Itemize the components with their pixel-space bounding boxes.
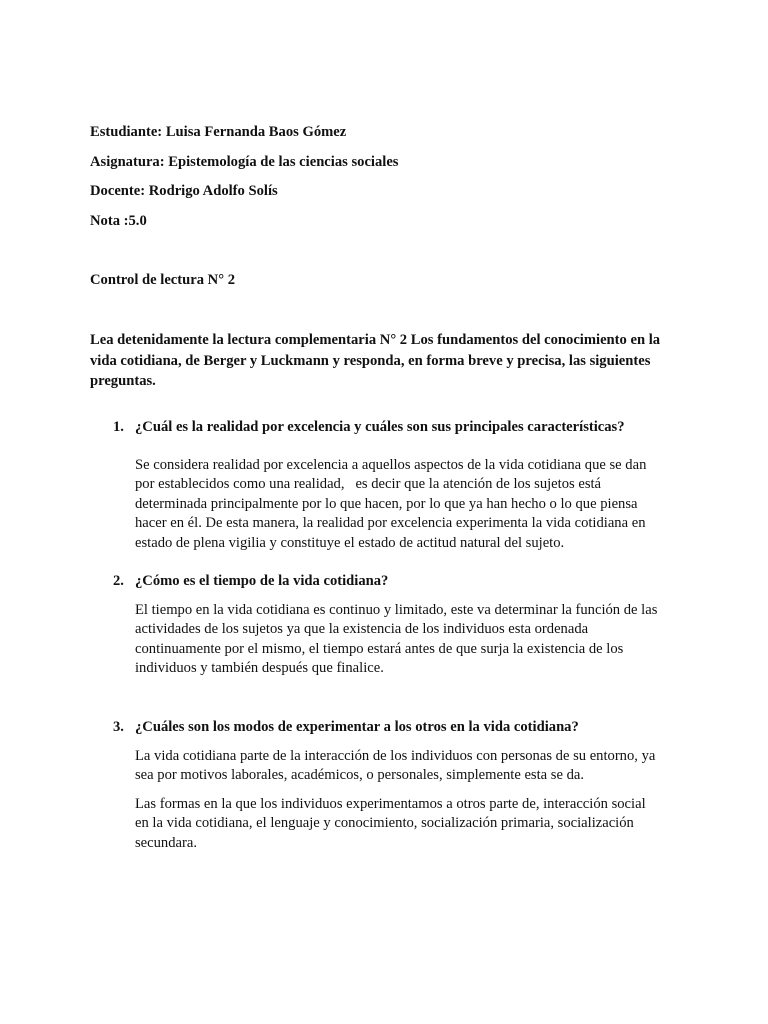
answer-line: estado de plena vigilia y constituye el estado de actitud natural del sujeto. xyxy=(135,534,565,551)
instruction-paragraph xyxy=(90,330,690,392)
answer-line: actividades de los sujetos ya que la existencia de los individuos esta ordenada xyxy=(135,621,589,638)
instruction-line: preguntas. xyxy=(90,373,156,389)
answer-line: sea por motivos laborales, académicos, o personales, simplemente esta se da. xyxy=(135,767,585,784)
answer-line: secundara. xyxy=(135,834,197,851)
answer-line: hacer en él. De esta manera, la realidad por excelencia experimenta la vida cotidiana en xyxy=(135,515,646,532)
question-text: ¿Cuáles son los modos de experimentar a los otros en la vida cotidiana? xyxy=(135,719,579,735)
question-number: 1. xyxy=(113,419,124,435)
answer-line: por establecidos como una realidad, es decir que la atención de los sujetos está xyxy=(135,476,602,493)
answer-line: Las formas en la que los individuos experimentamos a otros parte de, interacción social xyxy=(135,796,646,812)
student-line: Estudiante: Luisa Fernanda Baos Gómez xyxy=(90,124,347,140)
question-number: 3. xyxy=(113,719,124,735)
grade-line: Nota :5.0 xyxy=(90,213,147,229)
answer-paragraph xyxy=(135,747,695,786)
teacher-line: Docente: Rodrigo Adolfo Solís xyxy=(90,183,278,199)
answer-line: individuos y también después que finalice. xyxy=(135,660,384,677)
answer-paragraph xyxy=(135,601,695,679)
document-title: Control de lectura N° 2 xyxy=(90,272,235,288)
question-text: ¿Cuál es la realidad por excelencia y cuáles son sus principales características? xyxy=(135,419,625,435)
answer-line: La vida cotidiana parte de la interacción de los individuos con personas de su entorno, ya xyxy=(135,748,656,764)
subject-line: Asignatura: Epistemología de las ciencias sociales xyxy=(90,154,399,170)
instruction-line: Lea detenidamente la lectura complementaria N° 2 Los fundamentos del conocimiento en la xyxy=(90,332,661,348)
answer-line: El tiempo en la vida cotidiana es continuo y limitado, este va determinar la función de las xyxy=(135,602,658,618)
answer-paragraph xyxy=(135,795,695,853)
question-number: 2. xyxy=(113,573,124,589)
question-text: ¿Cómo es el tiempo de la vida cotidiana? xyxy=(135,573,389,589)
answer-line: continuamente por el mismo, el tiempo estará antes de que surja la existencia de los xyxy=(135,640,624,657)
answer-paragraph xyxy=(135,456,695,553)
answer-line: Se considera realidad por excelencia a aquellos aspectos de la vida cotidiana que se dan xyxy=(135,457,647,473)
answer-line: determinada principalmente por lo que hacen, por lo que ya han hecho o lo que piensa xyxy=(135,495,638,512)
instruction-line: vida cotidiana, de Berger y Luckmann y responda, en forma breve y precisa, las siguientes xyxy=(90,352,651,369)
answer-line: en la vida cotidiana, el lenguaje y conocimiento, socialización primaria, socialización xyxy=(135,815,634,832)
